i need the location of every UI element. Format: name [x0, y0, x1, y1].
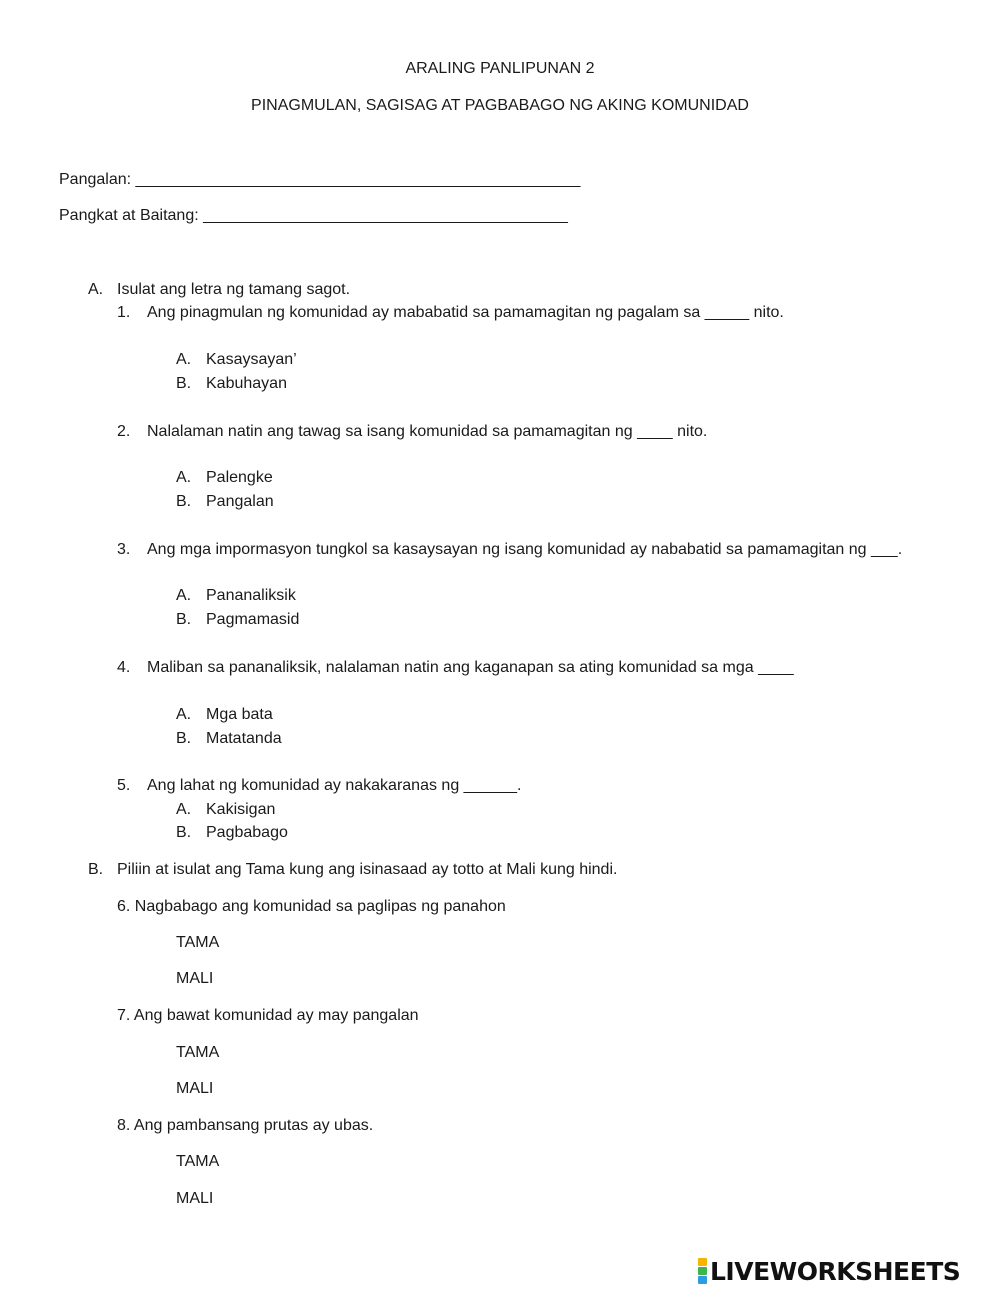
answer-tama: TAMA	[176, 934, 220, 951]
answer-mali: MALI	[176, 1190, 214, 1207]
section-field: Pangkat at Baitang: _________________________________________	[59, 207, 568, 224]
question-number: 1.	[117, 304, 131, 321]
option-letter: B.	[176, 730, 192, 747]
worksheet-subtitle: PINAGMULAN, SAGISAG AT PAGBABAGO NG AKING KOMUNIDAD	[251, 97, 749, 114]
section-b-marker: B.	[88, 861, 104, 878]
option-text: Kasaysayan’	[206, 351, 297, 368]
option-text: Kakisigan	[206, 801, 276, 818]
option-letter: B.	[176, 493, 192, 510]
logo-blocks-icon	[698, 1258, 707, 1284]
option-letter: A.	[176, 351, 192, 368]
option-letter: A.	[176, 469, 192, 486]
section-b-instruction: Piliin at isulat ang Tama kung ang isinasaad ay totto at Mali kung hindi.	[117, 861, 618, 878]
question-text: Ang pinagmulan ng komunidad ay mababatid sa pamamagitan ng pagalam sa _____ nito.	[147, 304, 784, 321]
question-text: Maliban sa pananaliksik, nalalaman natin ang kaganapan sa ating komunidad sa mga ____	[147, 659, 794, 676]
true-false-question: 8. Ang pambansang prutas ay ubas.	[117, 1117, 374, 1134]
question-text: Nalalaman natin ang tawag sa isang komunidad sa pamamagitan ng ____ nito.	[147, 423, 708, 440]
question-text: Ang lahat ng komunidad ay nakakaranas ng ______.	[147, 777, 522, 794]
worksheet-title: ARALING PANLIPUNAN 2	[405, 60, 595, 77]
option-text: Kabuhayan	[206, 375, 287, 392]
option-letter: A.	[176, 801, 192, 818]
answer-tama: TAMA	[176, 1044, 220, 1061]
option-text: Pagbabago	[206, 824, 288, 841]
option-text: Matatanda	[206, 730, 282, 747]
option-letter: B.	[176, 375, 192, 392]
option-text: Palengke	[206, 469, 273, 486]
name-field: Pangalan: __________________________________________________	[59, 171, 581, 188]
logo-text: LIVEWORKSHEETS	[710, 1256, 961, 1286]
section-a-instruction: Isulat ang letra ng tamang sagot.	[117, 281, 351, 298]
option-letter: A.	[176, 706, 192, 723]
option-text: Pangalan	[206, 493, 274, 510]
true-false-question: 7. Ang bawat komunidad ay may pangalan	[117, 1007, 419, 1024]
question-text: Ang mga impormasyon tungkol sa kasaysayan ng isang komunidad ay nababatid sa pamamagitan ng ___.	[147, 541, 903, 558]
option-text: Mga bata	[206, 706, 273, 723]
liveworksheets-logo	[698, 1256, 960, 1286]
question-number: 5.	[117, 777, 131, 794]
question-number: 2.	[117, 423, 131, 440]
option-letter: A.	[176, 587, 192, 604]
true-false-question: 6. Nagbabago ang komunidad sa paglipas ng panahon	[117, 898, 506, 915]
question-number: 4.	[117, 659, 131, 676]
section-a-marker: A.	[88, 281, 104, 298]
option-text: Pananaliksik	[206, 587, 296, 604]
answer-mali: MALI	[176, 1080, 214, 1097]
option-text: Pagmamasid	[206, 611, 300, 628]
answer-mali: MALI	[176, 970, 214, 987]
option-letter: B.	[176, 611, 192, 628]
option-letter: B.	[176, 824, 192, 841]
question-number: 3.	[117, 541, 131, 558]
answer-tama: TAMA	[176, 1153, 220, 1170]
